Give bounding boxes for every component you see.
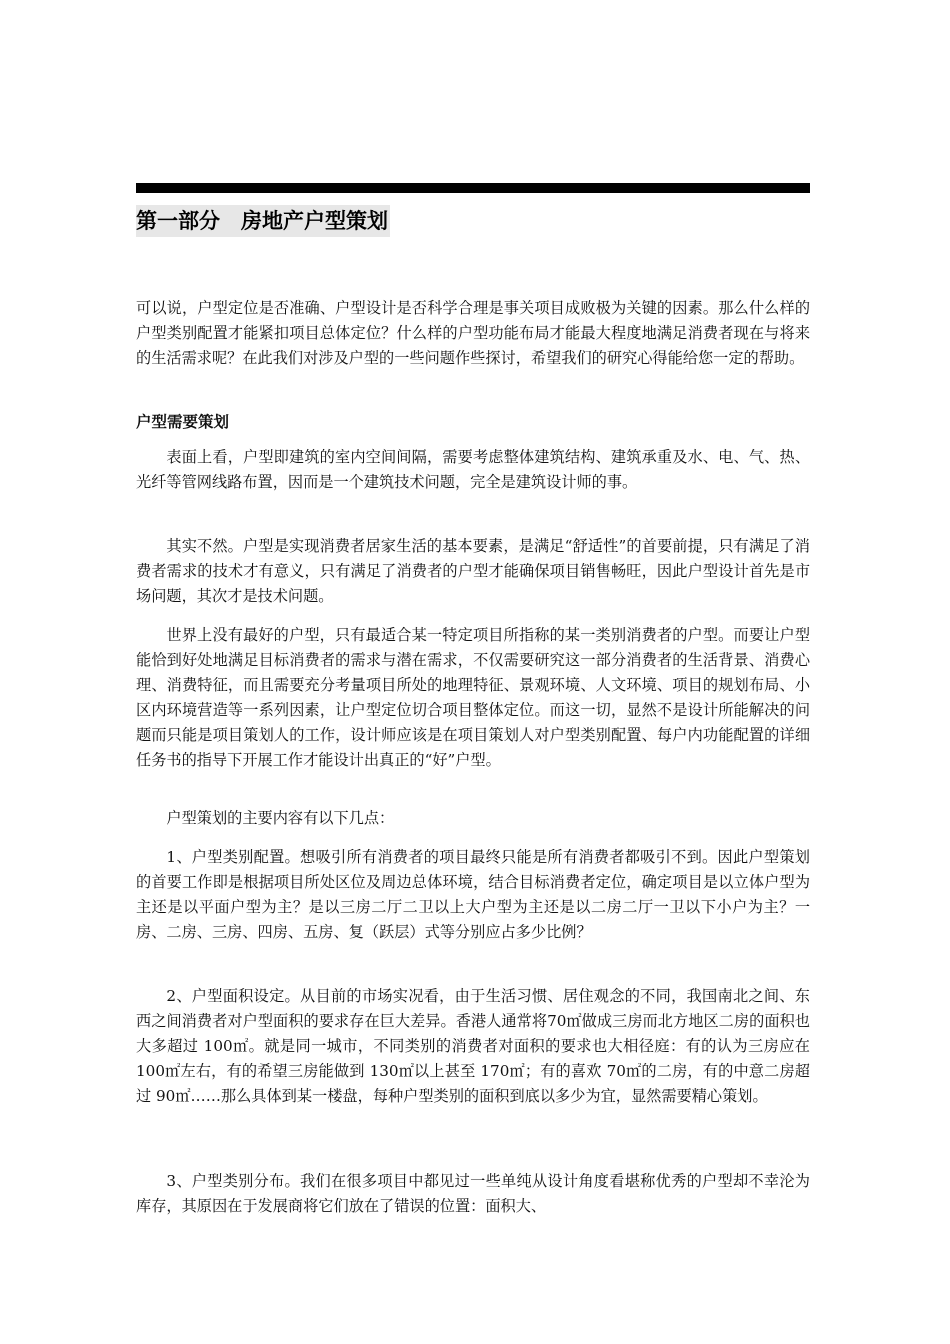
list-item: 3、户型类别分布。我们在很多项目中都见过一些单纯从设计角度看堪称优秀的户型却不幸沦为库存，其原因在于发展商将它们放在了错误的位置：面积大、	[136, 1172, 810, 1215]
list-item: 2、户型面积设定。从目前的市场实况看，由于生活习惯、居住观念的不同，我国南北之间、东西之间消费者对户型面积的要求存在巨大差异。香港人通常将70㎡做成三房而北方地区二房的面积也大多超过 100㎡。就是同一城市，不同类别的消费者对面积的要求也大相径庭：有的认为三房应在 100㎡左右，有的希望三房能做到 130㎡以上甚至 170㎡；有的喜欢 70㎡的二房，有的中意二房超过 90㎡……那么具体到某一楼盘，每种户型类别的面积到底以多少为宜，显然需要精心策划。	[136, 987, 810, 1105]
body-paragraph: 表面上看，户型即建筑的室内空间间隔，需要考虑整体建筑结构、建筑承重及水、电、气、热、光纤等管网线路布置，因而是一个建筑技术问题，完全是建筑设计师的事。	[136, 448, 810, 491]
body-paragraph: 户型策划的主要内容有以下几点：	[166, 809, 395, 827]
intro-paragraph: 可以说，户型定位是否准确、户型设计是否科学合理是事关项目成败极为关键的因素。那么什么样的户型类别配置才能紧扣项目总体定位？什么样的户型功能布局才能最大程度地满足消费者现在与将来的生活需求呢？在此我们对涉及户型的一些问题作些探讨，希望我们的研究心得能给您一定的帮助。	[136, 299, 810, 367]
body-paragraph: 其实不然。户型是实现消费者居家生活的基本要素，是满足“舒适性”的首要前提，只有满足了消费者需求的技术才有意义，只有满足了消费者的户型才能确保项目销售畅旺，因此户型设计首先是市场问题，其次才是技术问题。	[136, 537, 810, 605]
part-title: 第一部分 房地产户型策划	[136, 205, 390, 237]
top-rule	[136, 183, 810, 193]
list-item: 1、户型类别配置。想吸引所有消费者的项目最终只能是所有消费者都吸引不到。因此户型策划的首要工作即是根据项目所处区位及周边总体环境，结合目标消费者定位，确定项目是以立体户型为主还是以平面户型为主？是以三房二厅二卫以上大户型为主还是以二房二厅一卫以下小户为主？一房、二房、三房、四房、五房、复（跃层）式等分别应占多少比例？	[136, 848, 810, 941]
body-paragraph: 世界上没有最好的户型，只有最适合某一特定项目所指称的某一类别消费者的户型。而要让户型能恰到好处地满足目标消费者的需求与潜在需求，不仅需要研究这一部分消费者的生活背景、消费心理、消费特征，而且需要充分考量项目所处的地理特征、景观环境、人文环境、项目的规划布局、小区内环境营造等一系列因素，让户型定位切合项目整体定位。而这一切，显然不是设计所能解决的问题而只能是项目策划人的工作，设计师应该是在项目策划人对户型类别配置、每户内功能配置的详细任务书的指导下开展工作才能设计出真正的“好”户型。	[136, 626, 810, 769]
section-heading: 户型需要策划	[136, 413, 230, 431]
